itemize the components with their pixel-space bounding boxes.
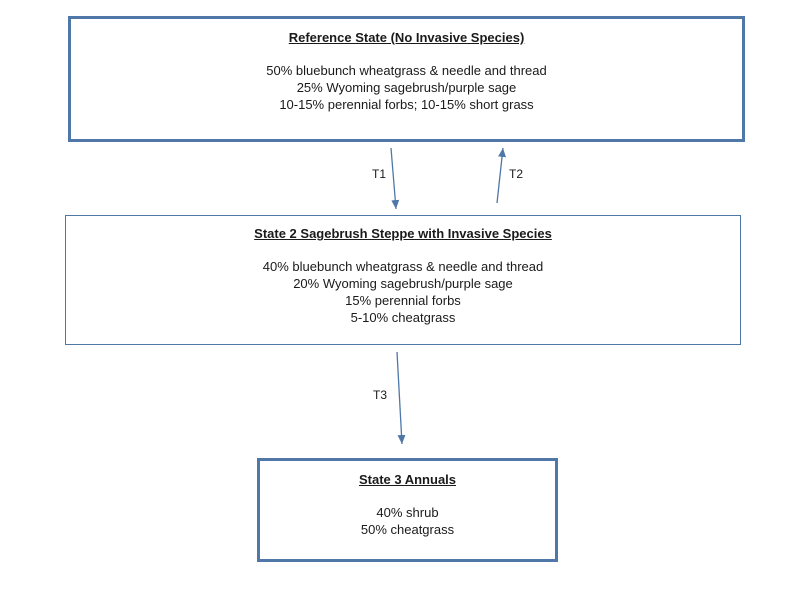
reference-state-line: 10-15% perennial forbs; 10-15% short grass (279, 97, 534, 112)
state-3-line: 40% shrub (376, 505, 439, 520)
state-2-line: 20% Wyoming sagebrush/purple sage (293, 276, 513, 291)
state-2-line: 5-10% cheatgrass (350, 310, 456, 325)
state-3-title: State 3 Annuals (358, 472, 457, 487)
state-2-title: State 2 Sagebrush Steppe with Invasive Species (254, 226, 552, 241)
transition-label-t2: T2 (509, 167, 524, 181)
transition-label-t3: T3 (373, 388, 388, 402)
reference-state-line: 50% bluebunch wheatgrass & needle and thread (266, 63, 547, 78)
reference-state-title: Reference State (No Invasive Species) (288, 30, 525, 45)
state-3-line: 50% cheatgrass (360, 522, 455, 537)
state-3-box (257, 458, 558, 562)
state-2-line: 15% perennial forbs (345, 293, 461, 308)
state-2-line: 40% bluebunch wheatgrass & needle and thread (262, 259, 544, 274)
arrow-t1 (391, 148, 396, 209)
transition-label-t1: T1 (372, 167, 387, 181)
reference-state-box (68, 16, 745, 142)
state-2-box (65, 215, 741, 345)
reference-state-line: 25% Wyoming sagebrush/purple sage (296, 80, 517, 95)
arrow-t3 (397, 352, 402, 444)
arrow-t2 (497, 148, 503, 203)
